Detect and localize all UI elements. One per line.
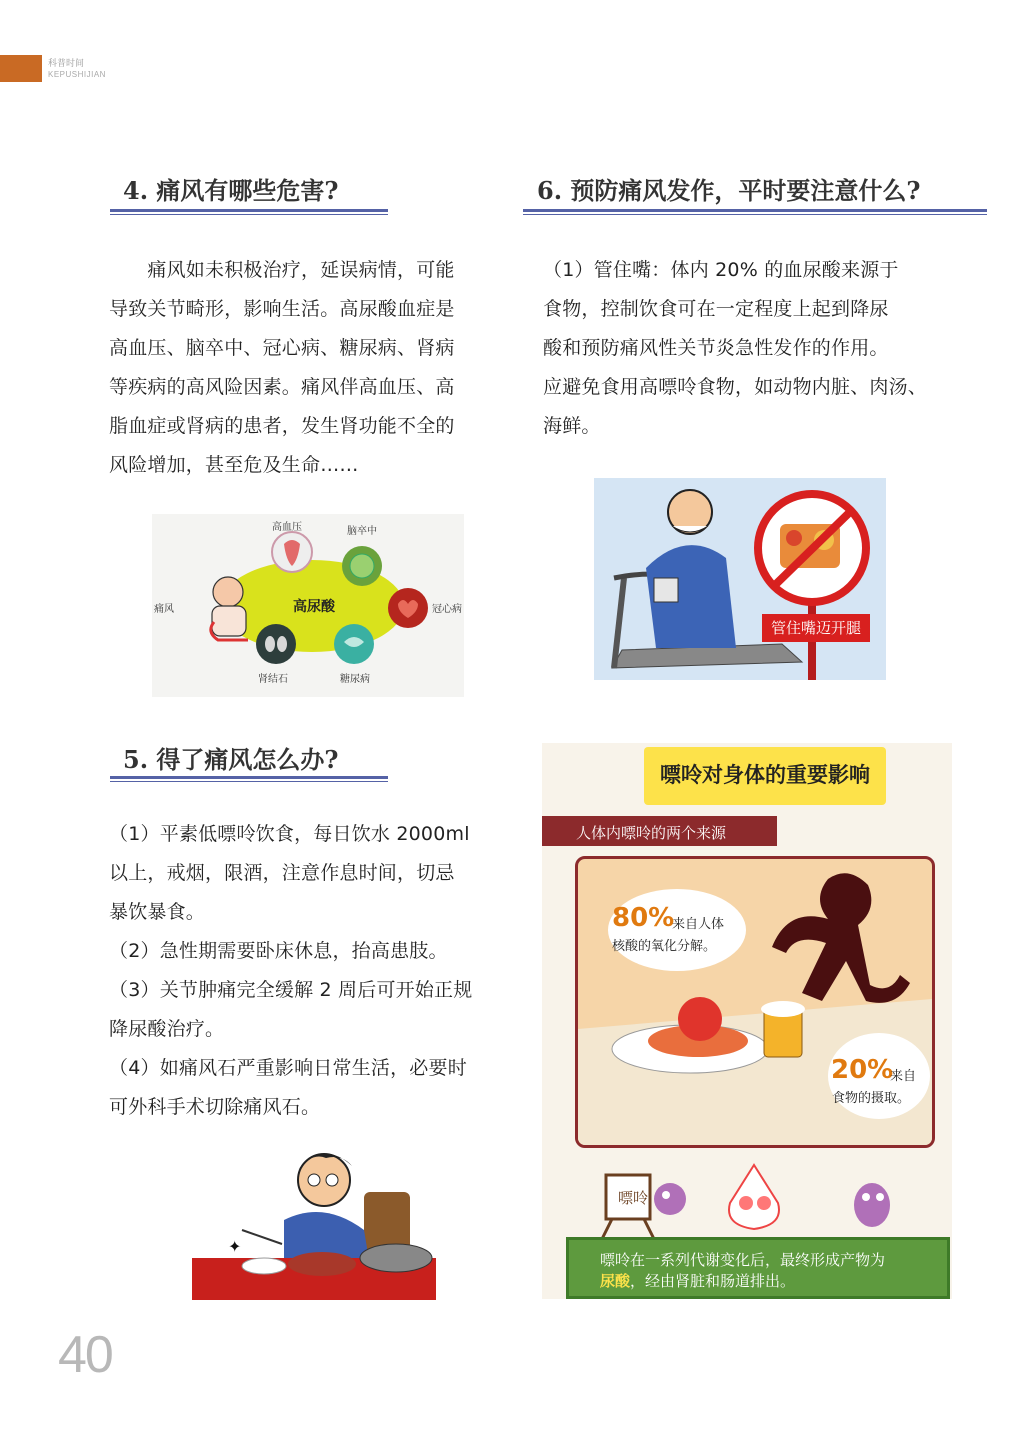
section-4-body (109, 251, 519, 485)
hotpot-icon (360, 1244, 432, 1272)
source2-percent: 20% (831, 1055, 894, 1085)
heading-underline (110, 209, 388, 212)
footer-line-2: ，经由肾脏和肠道排出。 (630, 1272, 796, 1290)
purine-infographic (542, 743, 952, 1299)
roast-meat-icon (288, 1252, 356, 1276)
text-line: 应避免食用高嘌呤食物，如动物内脏、肉汤、 (543, 376, 928, 398)
text-line: 等疾病的高风险因素。痛风伴高血压、高 (109, 376, 455, 398)
label-hypertension: 高血压 (272, 522, 302, 533)
purine-mascot-2 (854, 1183, 890, 1227)
easel-label: 嘌呤 (618, 1189, 649, 1207)
text-line: 痛风如未积极治疗，延误病情，可能 (109, 259, 455, 281)
heading-section-5: 5. 得了痛风怎么办? (123, 745, 339, 774)
eye-right (326, 1174, 338, 1186)
label-kidney-stone: 肾结石 (258, 674, 288, 685)
heading-underline-thin (110, 781, 388, 782)
beer-foam (761, 1001, 805, 1017)
heading-underline (110, 776, 388, 779)
heading-underline (523, 209, 987, 212)
label-heart-disease: 冠心病 (432, 604, 462, 615)
text-line: 降尿酸治疗。 (109, 1018, 225, 1040)
text-line: 海鲜。 (543, 415, 601, 437)
treadmill-illustration (594, 478, 886, 680)
center-label: 高尿酸 (293, 599, 335, 615)
towel-icon (654, 578, 678, 602)
heading-section-6: 6. 预防痛风发作，平时要注意什么? (537, 176, 921, 205)
heading-underline-thin (523, 214, 987, 215)
crab-icon (678, 997, 722, 1041)
heading-section-4: 4. 痛风有哪些危害? (123, 176, 339, 205)
hyperuricemia-diagram (152, 514, 464, 697)
uric-acid-mascot (729, 1165, 779, 1229)
brand-color-block (0, 55, 42, 82)
footer-line-1: 嘌呤在一系列代谢变化后，最终形成产物为 (600, 1251, 886, 1269)
text-line: 导致关节畸形，影响生活。高尿酸血症是 (109, 298, 455, 320)
source1-text: 来自人体 (672, 917, 725, 932)
label-diabetes: 糖尿病 (340, 674, 370, 685)
mascots-row (542, 1153, 952, 1243)
chopsticks-icon (242, 1230, 282, 1244)
text-line: 酸和预防痛风性关节炎急性发作的作用。 (543, 337, 889, 359)
label-stroke: 脑卒中 (347, 526, 377, 537)
kidney-stone-node (256, 624, 296, 664)
man-head (298, 1154, 350, 1206)
source1-text: 核酸的氧化分解。 (612, 939, 717, 954)
text-line: 高血压、脑卒中、冠心病、糖尿病、肾病 (109, 337, 455, 359)
section-6-body (543, 251, 963, 446)
pain-star-icon: ✦ (228, 1237, 242, 1256)
source2-text: 食物的摄取。 (832, 1091, 911, 1106)
sources-panel (575, 856, 935, 1148)
text-line: （1）管住嘴：体内 20% 的血尿酸来源于 (543, 259, 899, 281)
section-label-pinyin: KEPUSHIJIAN (48, 70, 106, 79)
source1-percent: 80% (612, 903, 675, 933)
footer-highlight: 尿酸 (600, 1272, 631, 1290)
overeating-cartoon (192, 1140, 436, 1300)
footer-text (600, 1250, 940, 1292)
text-line: 食物，控制饮食可在一定程度上起到降尿 (543, 298, 889, 320)
label-gout: 痛风 (154, 604, 174, 615)
person-head (213, 577, 243, 607)
infographic-title: 嘌呤对身体的重要影响 (660, 763, 870, 787)
text-line: 暴饮暴食。 (109, 901, 206, 923)
text-line: 脂血症或肾病的患者，发生肾功能不全的 (109, 415, 455, 437)
text-line: （4）如痛风石严重影响日常生活，必要时 (109, 1057, 467, 1079)
source2-text: 来自 (890, 1069, 917, 1084)
running-figure-silhouette (772, 873, 910, 1003)
text-line: 以上，戒烟，限酒，注意作息时间，切忌 (109, 862, 455, 884)
kidney-icon-right (277, 636, 287, 652)
sign-slogan: 管住嘴迈开腿 (770, 619, 861, 637)
infographic-subtitle: 人体内嘌呤的两个来源 (576, 824, 727, 842)
brain-icon (350, 554, 374, 578)
text-line: （1）平素低嘌呤饮食，每日饮水 2000ml (109, 823, 470, 845)
text-line: （2）急性期需要卧床休息，抬高患肢。 (109, 940, 448, 962)
kidney-icon-left (265, 636, 275, 652)
plate-icon (242, 1258, 286, 1274)
text-line: 可外科手术切除痛风石。 (109, 1096, 321, 1118)
eye-left (308, 1174, 320, 1186)
text-line: （3）关节肿痛完全缓解 2 周后可开始正规 (109, 979, 473, 1001)
text-line: 风险增加，甚至危及生命…… (109, 454, 359, 476)
section-label: 科普时间 (48, 59, 85, 69)
page-number: 40 (58, 1326, 112, 1384)
purine-mascot-1 (654, 1183, 686, 1215)
person-body (212, 606, 246, 636)
section-5-body (109, 815, 521, 1127)
heading-underline-thin (110, 214, 388, 215)
